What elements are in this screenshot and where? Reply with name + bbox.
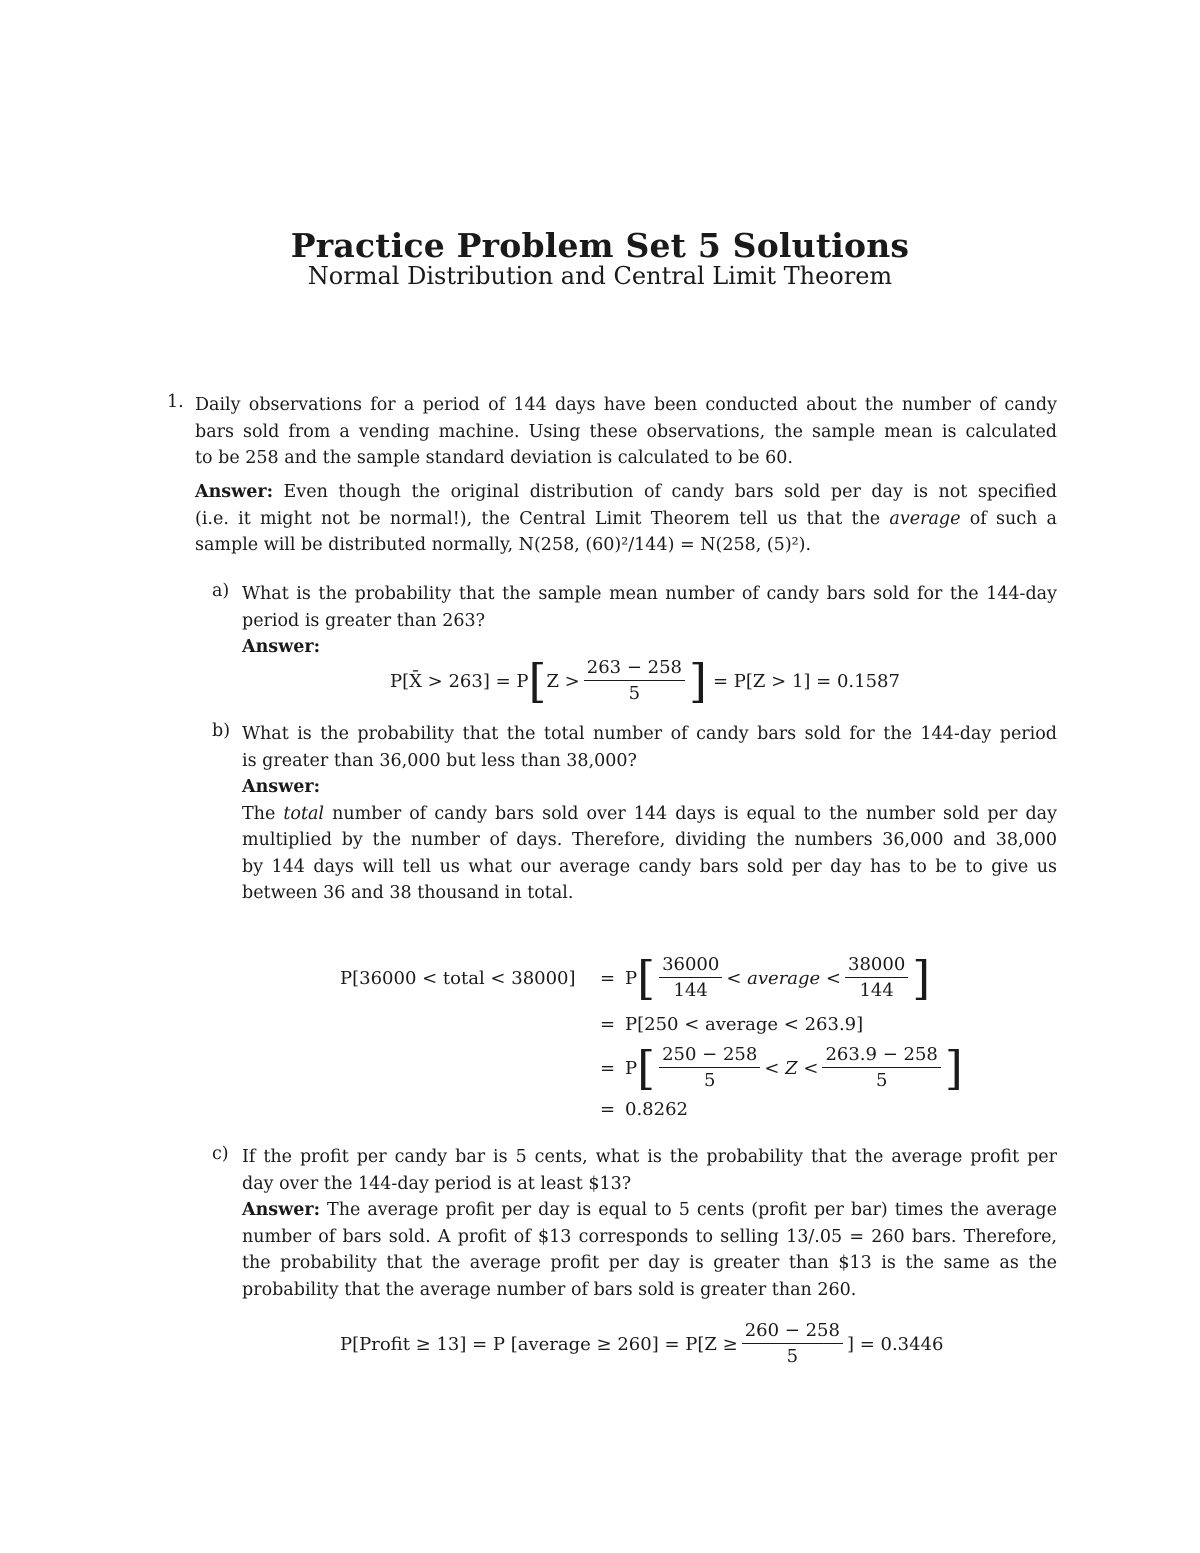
numerator: 260 − 258	[742, 1320, 843, 1344]
answer-label: Answer:	[242, 1200, 321, 1220]
part-b-equation-row-2	[590, 1010, 863, 1038]
fraction	[584, 657, 685, 705]
eq-sign: =	[599, 1013, 616, 1035]
answer-line	[195, 506, 1057, 533]
eq-lhs: P[Profit ≥ 13] = P [average ≥ 260] = P[Z ≥	[340, 1333, 738, 1355]
answer-line: number of bars sold. A profit of $13 corresponds to selling 13/.05 = 260 bars. Therefore,	[242, 1226, 1057, 1247]
eq-p: P	[625, 1057, 638, 1079]
question-line: period is greater than 263?	[242, 610, 485, 631]
statement-line: Daily observations for a period of 144 days have been conducted about the number of candy	[195, 395, 1057, 415]
numerator: 263.9 − 258	[822, 1044, 940, 1068]
eq-middle: < Z <	[764, 1057, 819, 1079]
left-bracket: [	[637, 1041, 656, 1095]
body-line: between 36 and 38 thousand in total.	[242, 883, 574, 903]
answer-line: the probability that the average profit per day is greater than $13 is the same as the	[242, 1253, 1057, 1273]
part-c-equation	[340, 1316, 943, 1372]
answer-distribution: N(258, (60)²/144) = N(258, (5)²).	[518, 535, 812, 555]
part-b-equation-row-3	[590, 1040, 963, 1096]
answer-label: Answer:	[242, 637, 321, 657]
part-b-equation-row-4	[590, 1095, 688, 1123]
eq-rhs: ] = 0.3446	[846, 1333, 944, 1355]
part-c-marker: c)	[212, 1144, 229, 1164]
denominator: 144	[673, 980, 708, 1001]
part-b-equation-row-1	[340, 950, 930, 1006]
eq-middle: < average <	[726, 967, 842, 989]
left-bracket: [	[637, 951, 656, 1005]
fraction	[659, 954, 722, 1002]
denominator: 5	[875, 1070, 888, 1091]
question-line: What is the probability that the total number of candy bars sold for the 144-day period	[242, 724, 1057, 744]
eq-value: 0.8262	[625, 1098, 688, 1120]
eq-sign: =	[599, 967, 616, 989]
part-b-question	[242, 721, 1057, 907]
denominator: 5	[628, 683, 641, 704]
answer-line: Answer: The average profit per day is equal to 5 cents (profit per bar) times the average	[242, 1200, 1057, 1220]
answer-text: (i.e. it might not be normal!), the Central Limit Theorem tell us that the	[195, 508, 890, 529]
answer-average: average	[889, 508, 961, 529]
question-line: is greater than 36,000 but less than 38,000?	[242, 750, 637, 771]
answer-label: Answer:	[242, 777, 321, 797]
answer-label: Answer:	[195, 482, 274, 502]
eq-value: P[250 < average < 263.9]	[625, 1013, 864, 1035]
statement-line: bars sold from a vending machine. Using these observations, the sample mean is calculated	[195, 421, 1057, 442]
eq-sign: =	[599, 1057, 616, 1079]
left-bracket: [	[528, 654, 547, 708]
body-line: The total number of candy bars sold over 144 days is equal to the number sold per day	[242, 803, 1057, 824]
answer-line	[195, 479, 1057, 506]
eq-lhs: P[X̄ > 263] = P	[390, 670, 529, 692]
question-line: What is the probability that the sample mean number of candy bars sold for the 144-day	[242, 584, 1057, 604]
eq-lhs: P[36000 < total < 38000]	[340, 967, 576, 989]
page-title: Practice Problem Set 5 Solutions	[290, 226, 910, 265]
part-a-question	[242, 581, 1057, 661]
question-line: day over the 144-day period is at least $13?	[242, 1173, 632, 1194]
part-b-marker: b)	[212, 721, 231, 741]
statement-line: to be 258 and the sample standard deviation is calculated to be 60.	[195, 448, 793, 468]
body-line: by 144 days will tell us what our average candy bars sold per day has to be to give us	[242, 856, 1057, 877]
answer-line	[195, 532, 1057, 559]
denominator: 5	[703, 1070, 716, 1091]
numerator: 38000	[845, 954, 908, 978]
body-line: multiplied by the number of days. Therefore, dividing the numbers 36,000 and 38,000	[242, 830, 1057, 850]
right-bracket: ]	[944, 1041, 963, 1095]
fraction	[659, 1044, 760, 1092]
part-c-question	[242, 1144, 1057, 1303]
problem-1-statement	[195, 392, 1057, 472]
total-word: total	[283, 803, 325, 824]
page-subtitle: Normal Distribution and Central Limit Theorem	[307, 262, 893, 290]
answer-line: probability that the average number of bars sold is greater than 260.	[242, 1279, 857, 1300]
denominator: 144	[859, 980, 894, 1001]
part-a-equation	[390, 653, 900, 709]
denominator: 5	[786, 1346, 799, 1367]
answer-text: Even though the original distribution of candy bars sold per day is not specified	[273, 482, 1057, 502]
eq-sign: =	[599, 1098, 616, 1120]
answer-text: of such a	[960, 508, 1057, 529]
right-bracket: ]	[689, 654, 707, 708]
fraction	[742, 1320, 843, 1368]
numerator: 36000	[659, 954, 722, 978]
fraction	[822, 1044, 940, 1092]
right-bracket: ]	[912, 951, 931, 1005]
answer-text: sample will be distributed normally,	[195, 535, 519, 555]
part-a-marker: a)	[212, 581, 230, 601]
problem-1-answer	[195, 479, 1057, 559]
problem-number: 1.	[167, 392, 184, 412]
question-line: If the profit per candy bar is 5 cents, what is the probability that the average profit per	[242, 1147, 1057, 1167]
numerator: 263 − 258	[584, 657, 685, 681]
numerator: 250 − 258	[659, 1044, 760, 1068]
eq-p: P	[625, 967, 638, 989]
eq-rhs: = P[Z > 1] = 0.1587	[712, 670, 900, 692]
fraction	[845, 954, 908, 1002]
eq-z: Z >	[546, 670, 580, 692]
